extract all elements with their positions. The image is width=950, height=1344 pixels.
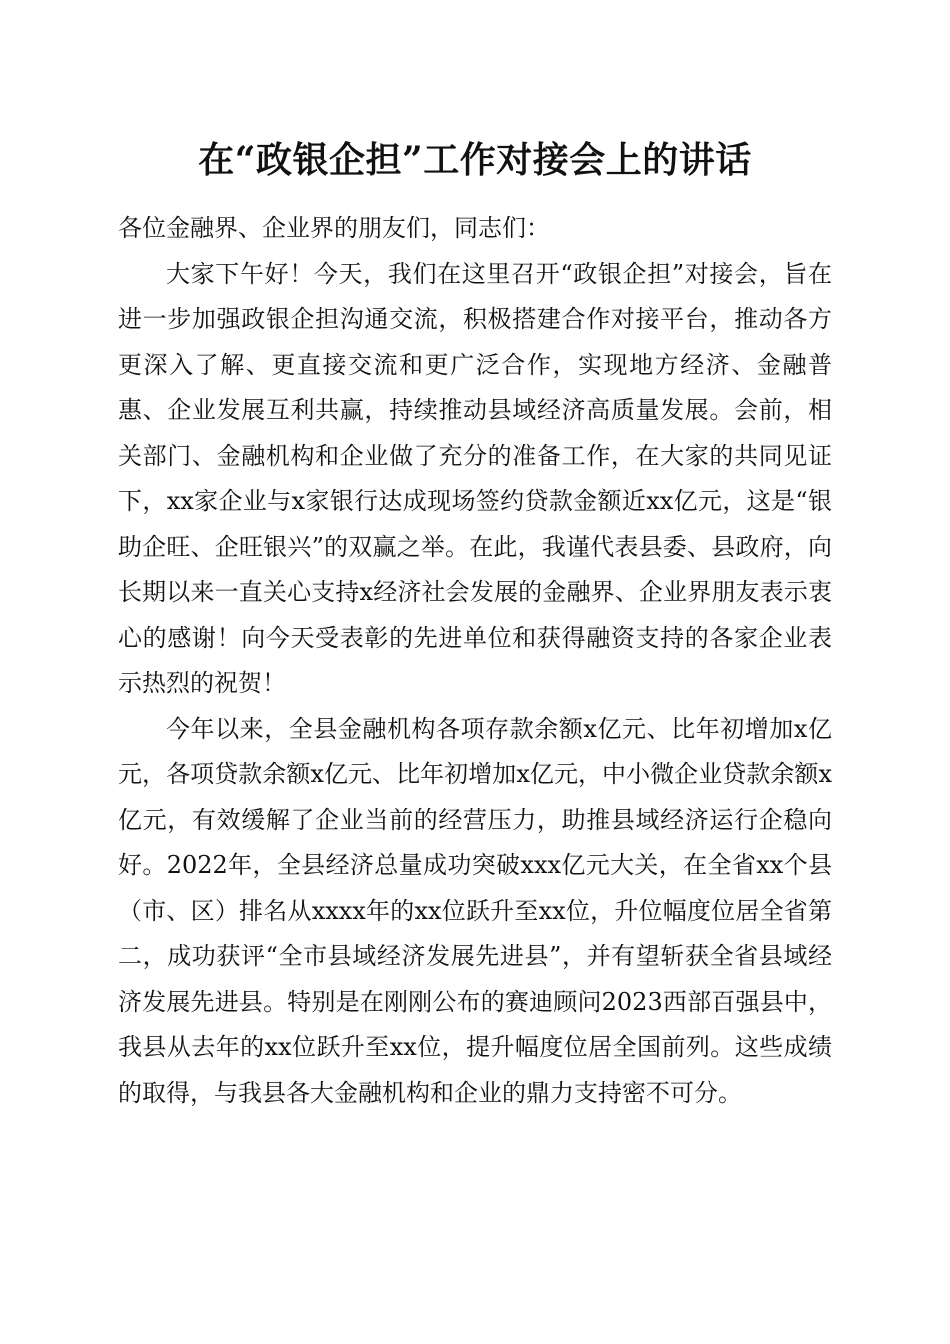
document-title: 在“政银企担”工作对接会上的讲话 (198, 139, 752, 181)
salutation: 各位金融界、企业界的朋友们，同志们： (118, 214, 550, 242)
paragraph-achievements: 今年以来，全县金融机构各项存款余额x亿元、比年初增加x亿元，各项贷款余额x亿元、比年初增加x亿元，中小微企业贷款余额x亿元，有效缓解了企业当前的经营压力，助推县域经济运行企稳向好。2022年，全县经济总量成功突破xxx亿元大关，在全省xx个县（市、区）排名从xxxx年的xx位跃升至xx位，升位幅度位居全省第二，成功获评“全市县域经济发展先进县”，并有望斩获全省县域经济发展先进县。特别是在刚刚公布的赛迪顾问2023西部百强县中，我县从去年的xx位跃升至xx位，提升幅度位居全国前列。这些成绩的取得，与我县各大金融机构和企业的鼎力支持密不可分。 (118, 714, 832, 1107)
paragraph-opening: 大家下午好！今天，我们在这里召开“政银企担”对接会，旨在进一步加强政银企担沟通交流，积极搭建合作对接平台，推动各方更深入了解、更直接交流和更广泛合作，实现地方经济、金融普惠、企业发展互利共赢，持续推动县域经济高质量发展。会前，相关部门、金融机构和企业做了充分的准备工作，在大家的共同见证下，xx家企业与x家银行达成现场签约贷款金额近xx亿元，这是“银助企旺、企旺银兴”的双赢之举。在此，我谨代表县委、县政府，向长期以来一直关心支持x经济社会发展的金融界、企业界朋友表示衷心的感谢！向今天受表彰的先进单位和获得融资支持的各家企业表示热烈的祝贺！ (118, 259, 832, 697)
document-body (118, 206, 832, 1116)
